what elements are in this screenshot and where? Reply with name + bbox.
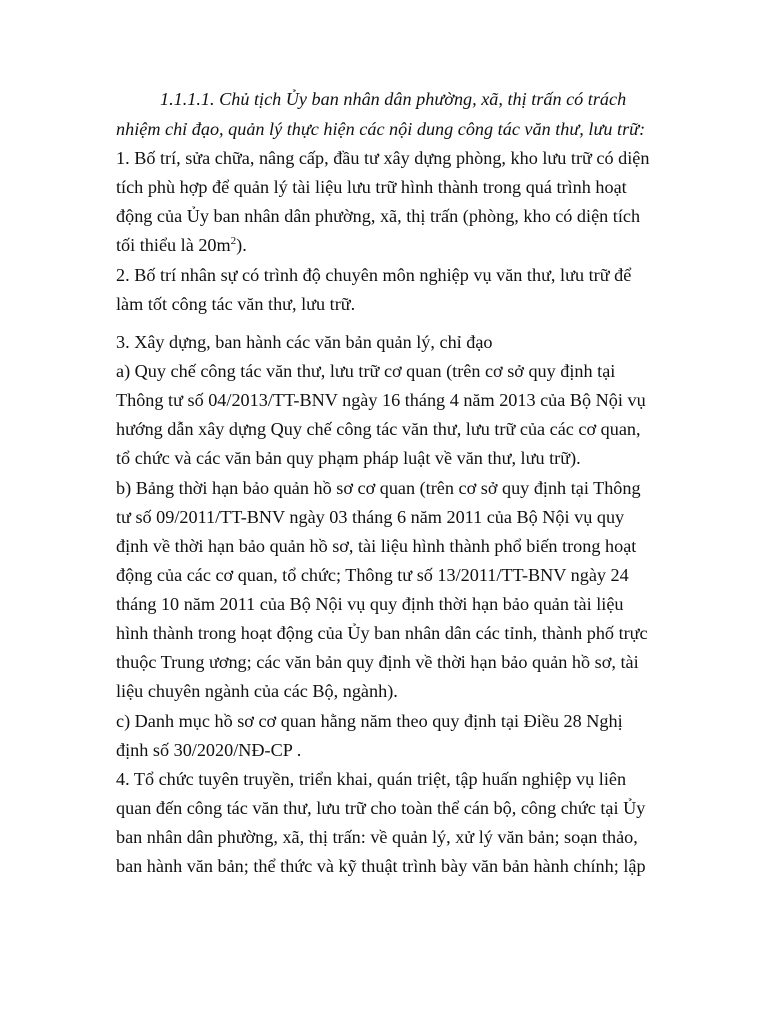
paragraph-line: a) Quy chế công tác văn thư, lưu trữ cơ quan (trên cơ sở quy định tại (116, 361, 616, 381)
paragraph-line: định số 30/2020/NĐ-CP . (116, 740, 302, 760)
paragraph-line: tích phù hợp để quản lý tài liệu lưu trữ hình thành trong quá trình hoạt (116, 177, 627, 197)
heading-line: 1.1.1.1. Chủ tịch Ủy ban nhân dân phường, xã, thị trấn có trách (160, 89, 627, 109)
paragraph-line: ban hành văn bản; thể thức và kỹ thuật trình bày văn bản hành chính; lập (116, 856, 646, 876)
paragraph-line: quan đến công tác văn thư, lưu trữ cho toàn thể cán bộ, công chức tại Ủy (116, 798, 646, 818)
line-text: ). (236, 235, 247, 255)
paragraph-line: 1. Bố trí, sửa chữa, nâng cấp, đầu tư xây dựng phòng, kho lưu trữ có diện (116, 148, 650, 168)
paragraph-line: định về thời hạn bảo quản hồ sơ, tài liệu hình thành phổ biến trong hoạt (116, 536, 637, 556)
heading-line: nhiệm chỉ đạo, quản lý thực hiện các nội dung công tác văn thư, lưu trữ: (116, 119, 646, 139)
paragraph-line: liệu chuyên ngành của các Bộ, ngành). (116, 681, 398, 701)
line-text: tối thiểu là 20m (116, 235, 231, 255)
paragraph-line: động của các cơ quan, tổ chức; Thông tư số 13/2011/TT-BNV ngày 24 (116, 565, 629, 585)
paragraph-line: 2. Bố trí nhân sự có trình độ chuyên môn nghiệp vụ văn thư, lưu trữ để (116, 265, 632, 285)
paragraph-line: 4. Tổ chức tuyên truyền, triển khai, quán triệt, tập huấn nghiệp vụ liên (116, 769, 627, 789)
paragraph-line: tháng 10 năm 2011 của Bộ Nội vụ quy định thời hạn bảo quản tài liệu (116, 594, 624, 614)
paragraph-line: tư số 09/2011/TT-BNV ngày 03 tháng 6 năm 2011 của Bộ Nội vụ quy (116, 507, 625, 527)
paragraph-line: động của Ủy ban nhân dân phường, xã, thị trấn (phòng, kho có diện tích (116, 206, 641, 226)
paragraph-line: b) Bảng thời hạn bảo quản hồ sơ cơ quan (trên cơ sở quy định tại Thông (116, 478, 641, 498)
paragraph-line: hướng dẫn xây dựng Quy chế công tác văn thư, lưu trữ của các cơ quan, (116, 419, 641, 439)
paragraph-line: ban nhân dân phường, xã, thị trấn: về quản lý, xử lý văn bản; soạn thảo, (116, 827, 638, 847)
paragraph-line: hình thành trong hoạt động của Ủy ban nhân dân các tỉnh, thành phố trực (116, 623, 648, 643)
paragraph-line: thuộc Trung ương; các văn bản quy định về thời hạn bảo quản hồ sơ, tài (116, 652, 639, 672)
paragraph-line: 3. Xây dựng, ban hành các văn bản quản lý, chỉ đạo (116, 332, 493, 352)
paragraph-line (116, 236, 247, 254)
paragraph-line: c) Danh mục hồ sơ cơ quan hằng năm theo quy định tại Điều 28 Nghị (116, 711, 623, 731)
paragraph-line: tổ chức và các văn bản quy phạm pháp luật về văn thư, lưu trữ). (116, 448, 581, 468)
paragraph-line: làm tốt công tác văn thư, lưu trữ. (116, 294, 356, 314)
superscript-text: 2 (230, 234, 237, 247)
paragraph-line: Thông tư số 04/2013/TT-BNV ngày 16 tháng 4 năm 2013 của Bộ Nội vụ (116, 390, 646, 410)
